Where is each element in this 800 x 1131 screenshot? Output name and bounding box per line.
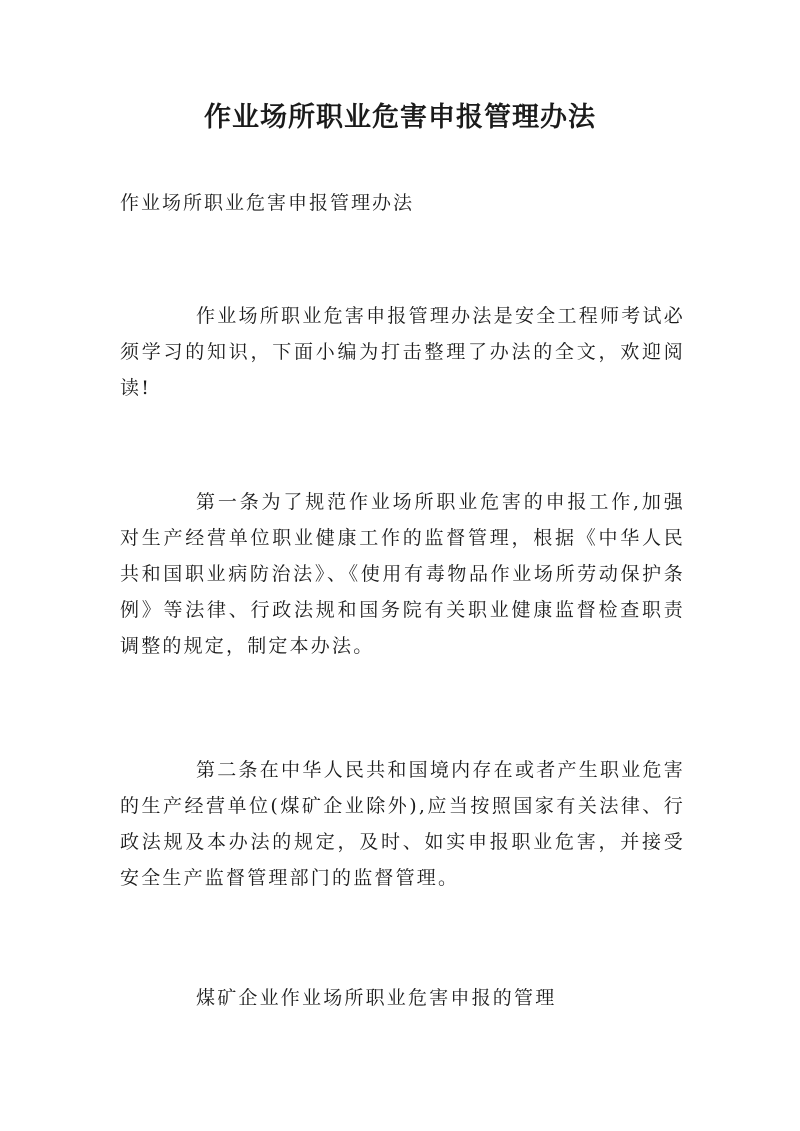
article-1-paragraph: 第一条为了规范作业场所职业危害的申报工作,加强对生产经营单位职业健康工作的监督管理，根据《中华人民共和国职业病防治法》、《使用有毒物品作业场所劳动保护条例》等法律、行政法规和国务院有关职业健康监督检查职责调整的规定，制定本办法。 — [120, 491, 685, 657]
section-heading-coal-mine: 煤矿企业作业场所职业危害申报的管理 — [196, 987, 557, 1009]
article-2-paragraph: 第二条在中华人民共和国境内存在或者产生职业危害的生产经营单位(煤矿企业除外),应当按照国家有关法律、行政法规及本办法的规定，及时、如实申报职业危害，并接受安全生产监督管理部门的监督管理。 — [120, 759, 685, 889]
intro-paragraph: 作业场所职业危害申报管理办法是安全工程师考试必须学习的知识，下面小编为打击整理了办法的全文，欢迎阅读! — [120, 305, 685, 399]
document-title: 作业场所职业危害申报管理办法 — [204, 102, 596, 133]
document-subheading: 作业场所职业危害申报管理办法 — [120, 192, 415, 214]
